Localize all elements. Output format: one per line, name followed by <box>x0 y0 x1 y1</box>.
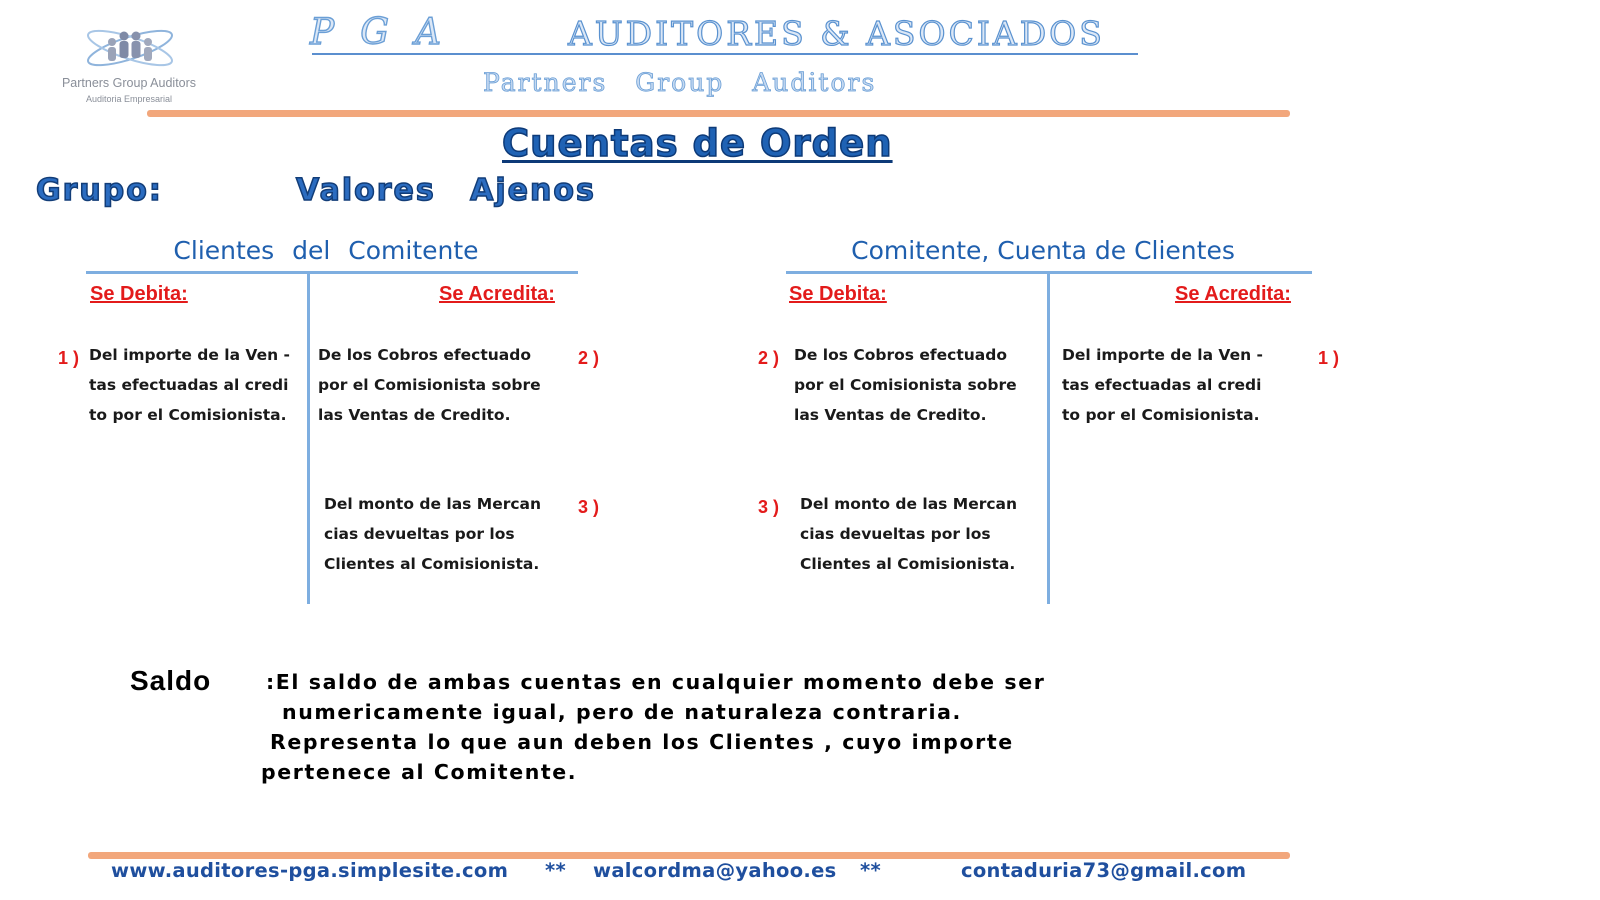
entry-line: to por el Comisionista. <box>89 406 287 424</box>
entry-line: cias devueltas por los <box>800 525 991 543</box>
footer-email-link[interactable]: contaduria73@gmail.com <box>961 859 1247 882</box>
pga-letters: PGA <box>310 12 467 53</box>
saldo-line: Representa lo que aun deben los Clientes , cuyo importe <box>270 730 1014 754</box>
left-credit-entry-number: 3 ) <box>578 497 600 517</box>
right-credit-entry-number: 1 ) <box>1318 348 1340 368</box>
right-credit-heading: Se Acredita: <box>1175 283 1291 305</box>
entry-line: De los Cobros efectuado <box>794 346 1007 364</box>
saldo-line: :El saldo de ambas cuentas en cualquier momento debe ser <box>266 670 1046 694</box>
entry-line: las Ventas de Credito. <box>794 406 987 424</box>
right-account-title: Comitente, Cuenta de Clientes <box>851 236 1235 265</box>
entry-line: tas efectuadas al credi <box>89 376 289 394</box>
footer-email-link[interactable]: walcordma@yahoo.es <box>593 859 837 882</box>
partners-logo-icon <box>82 22 178 76</box>
left-account-title: Clientes del Comitente <box>173 236 479 265</box>
footer-website-link[interactable]: www.auditores-pga.simplesite.com <box>111 859 509 882</box>
left-debit-entry-number: 1 ) <box>58 348 80 368</box>
firm-subtitle: Partners Group Auditors <box>483 68 877 97</box>
grupo-value: Valores Ajenos <box>296 173 596 208</box>
footer-separator: ** <box>860 859 881 882</box>
footer-separator: ** <box>545 859 566 882</box>
right-debit-entry-number: 3 ) <box>758 497 780 517</box>
entry-line: Clientes al Comisionista. <box>800 555 1016 573</box>
right-debit-entry <box>794 340 1017 430</box>
page-title: Cuentas de Orden <box>502 122 893 165</box>
firm-name: AUDITORES & ASOCIADOS <box>568 14 1105 53</box>
entry-line: Del monto de las Mercan <box>800 495 1018 513</box>
logo-subtitle: Auditoria Empresarial <box>85 94 173 104</box>
left-credit-entry <box>324 489 541 579</box>
right-debit-entry-number: 2 ) <box>758 348 780 368</box>
entry-line: las Ventas de Credito. <box>318 406 511 424</box>
entry-line: cias devueltas por los <box>324 525 515 543</box>
left-credit-heading: Se Acredita: <box>439 283 555 305</box>
footer-divider <box>88 852 1290 859</box>
right-debit-heading: Se Debita: <box>789 283 887 305</box>
firm-underline <box>312 53 1138 55</box>
entry-line: tas efectuadas al credi <box>1062 376 1262 394</box>
entry-line: Del importe de la Ven - <box>89 346 290 364</box>
entry-line: por el Comisionista sobre <box>318 376 541 394</box>
saldo-line: pertenece al Comitente. <box>261 760 578 784</box>
left-account-center-rule <box>307 274 310 604</box>
saldo-line: numericamente igual, pero de naturaleza contraria. <box>282 700 962 724</box>
entry-line: Clientes al Comisionista. <box>324 555 540 573</box>
right-credit-entry <box>1062 340 1263 430</box>
saldo-label: Saldo <box>130 665 212 696</box>
right-account-center-rule <box>1047 274 1050 604</box>
entry-line: De los Cobros efectuado <box>318 346 531 364</box>
left-credit-entry <box>318 340 541 430</box>
left-account-top-rule <box>86 271 578 274</box>
entry-line: Del monto de las Mercan <box>324 495 542 513</box>
left-credit-entry-number: 2 ) <box>578 348 600 368</box>
grupo-label: Grupo: <box>36 173 163 208</box>
left-debit-entry <box>89 340 290 430</box>
left-debit-heading: Se Debita: <box>90 283 188 305</box>
right-debit-entry <box>800 489 1017 579</box>
entry-line: por el Comisionista sobre <box>794 376 1017 394</box>
entry-line: to por el Comisionista. <box>1062 406 1260 424</box>
header-divider <box>147 110 1290 117</box>
entry-line: Del importe de la Ven - <box>1062 346 1263 364</box>
logo-name: Partners Group Auditors <box>61 76 197 90</box>
